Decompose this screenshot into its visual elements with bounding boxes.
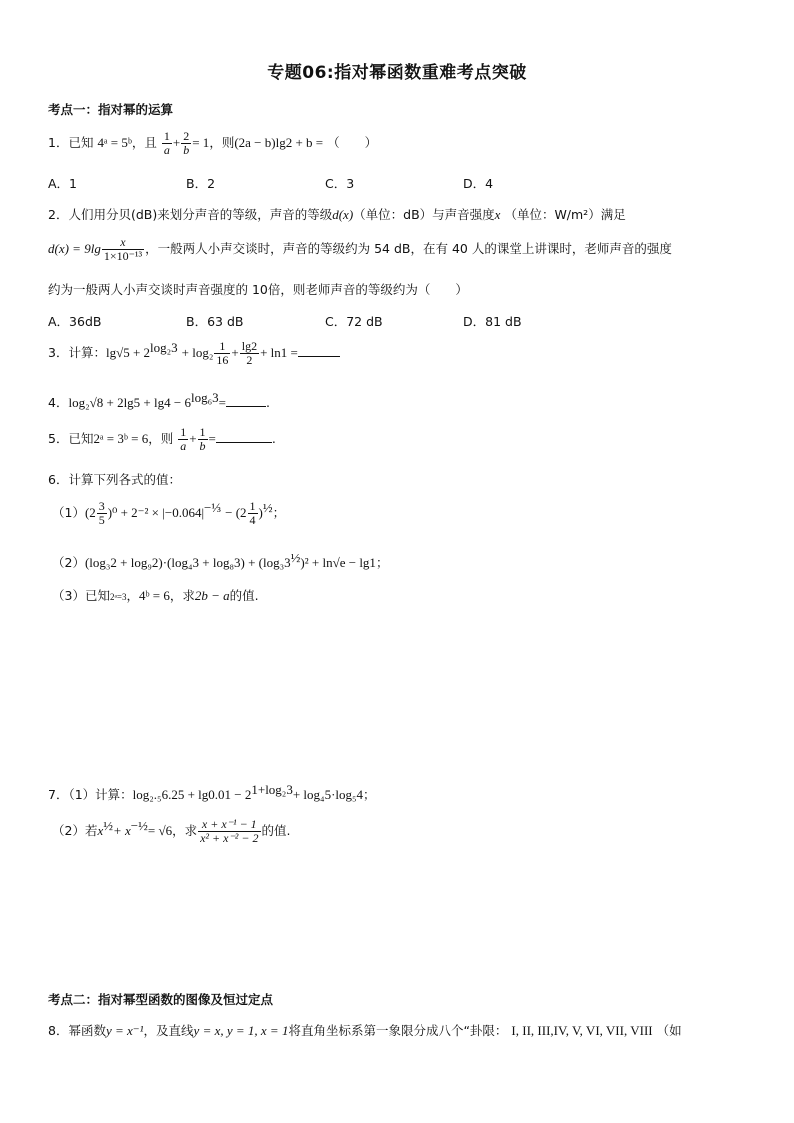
- option-a: A．1: [48, 176, 78, 191]
- fraction: $\frac{3}{5}$: [98, 499, 105, 528]
- fraction: $\frac{1}{16}$: [216, 339, 229, 368]
- fraction: $\frac{1}{a}$: [163, 129, 170, 157]
- question-6-part-3: （3）已知2ᵃ=3，4ᵇ = 6，求2b − a的值.: [52, 588, 259, 603]
- question-6-part-1: （1）(2 $\frac{3}{5}$ )$^0 + 2^{-2} \times |-0.064|^{-\frac{1}{3}} - (2$ $\frac{1}{4}$ )$^{\frac{1}{2}}$；: [52, 499, 286, 528]
- question-2-line-3: 约为一般两人小声交谈时声音强度的 10倍，则老师声音的等级约为（ ）: [48, 282, 468, 297]
- question-1: 1．已知 4ᵃ = 5ᵇ，且 $\frac{1}{a}$ + $\frac{2}{b}$ = 1，则(2a − b)lg2 + b = （ ）: [48, 129, 378, 157]
- question-7-part-2: （2）若$x^{\frac{1}{2}}+ x^{-\frac{1}{2}}= √6$，求 $\frac{\text{x + x⁻¹ − 1}}{\text{x² + x⁻² − 2}}$ 的值.: [52, 817, 291, 846]
- option-d: D．81 dB: [463, 314, 522, 329]
- answer-blank[interactable]: [298, 344, 340, 357]
- question-2-line-2: d(x) = 9lg $\frac{x}{\text{1×10⁻¹³}}$ ，一般两人小声交谈时，声音的等级约为 54 dB，在有 40 人的课堂上讲课时，老师声音的强度: [48, 235, 672, 263]
- question-5: 5．已知2ᵃ = 3ᵇ = 6，则 $\frac{1}{a}$ + $\frac{1}{b}$ = .: [48, 425, 276, 453]
- question-6-part-2: $(2)(\log_32 + \log_92)\cdot(\log_43 + \log_83) + (\log_33^{\frac{1}{2}})^2 + \ln√e - \lg 1$；: [52, 550, 389, 571]
- fraction: $\frac{x}{\text{1×10⁻¹³}}$: [103, 235, 143, 263]
- fraction: $\frac{1}{a}$: [180, 425, 187, 453]
- fraction: $\frac{\lg 2}{2}$: [241, 339, 258, 368]
- option-b: B．2: [186, 176, 216, 191]
- question-6-heading: 6．计算下列各式的值：: [48, 472, 181, 487]
- option-c: C．3: [325, 176, 355, 191]
- section-heading-1: 考点一：指对幂的运算: [48, 102, 174, 117]
- option-c: C．72 dB: [325, 314, 383, 329]
- fraction: $\frac{1}{4}$: [249, 499, 256, 528]
- fraction: $\frac{\text{x + x⁻¹ − 1}}{\text{x² + x⁻² − 2}}$: [200, 817, 259, 846]
- fraction: $\frac{1}{b}$: [199, 425, 206, 453]
- question-3: 3．计算：$\lg√5 + 2^{log_23} + \log_2$ $\frac{1}{16}$ + $\frac{\lg 2}{2}$ + ln1 =: [48, 340, 340, 367]
- answer-blank[interactable]: [226, 394, 266, 407]
- question-2-line-1: 2．人们用分贝(dB)来划分声音的等级，声音的等级d(x)（单位：dB）与声音强度x （单位：W/m²）满足: [48, 207, 626, 222]
- fraction: $\frac{2}{b}$: [183, 129, 190, 157]
- option-b: B．63 dB: [186, 314, 244, 329]
- question-8: 8．幂函数y = x⁻¹，及直线y = x, y = 1, x = 1将直角坐标系第一象限分成八个“卦限： I, II, III,IV, V, VI, VII, VIII （如: [48, 1023, 682, 1038]
- option-d: D．4: [463, 176, 494, 191]
- section-heading-2: 考点二：指对幂型函数的图像及恒过定点: [48, 992, 274, 1007]
- question-4: 4．$\log_2√8 + 2\lg 5 + \lg 4 - 6^{log_63}=$ .: [48, 390, 270, 411]
- question-7-part-1: 7．（1）计算：$\log_2._56.25 + \lg 0.01 - 2^{1+log_23}+ \log_45\cdot\log_54$；: [48, 782, 376, 803]
- page-title: 专题06:指对幂函数重难考点突破: [267, 63, 527, 83]
- option-a: A．36dB: [48, 314, 102, 329]
- answer-blank[interactable]: [216, 430, 272, 443]
